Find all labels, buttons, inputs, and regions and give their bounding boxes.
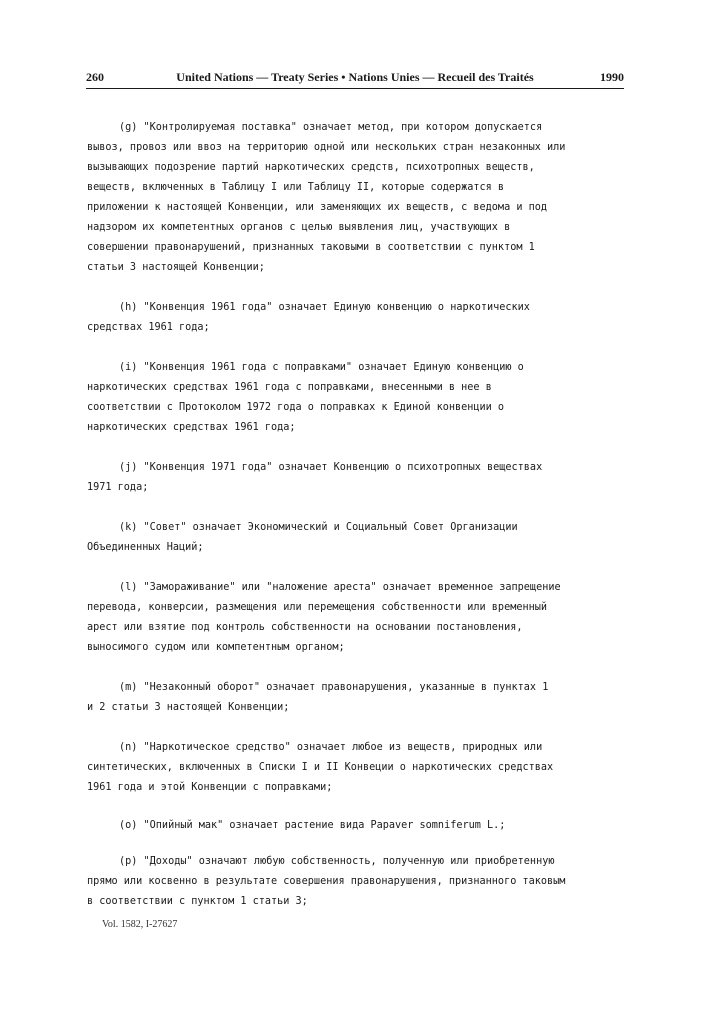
paragraph-h-line: (h) "Конвенция 1961 года" означает Единую конвенцию о наркотических [119, 302, 530, 313]
paragraph-n-line: 1961 года и этой Конвенции с поправками; [87, 782, 333, 793]
paragraph-m-line: (m) "Незаконный оборот" означает правонарушения, указанные в пунктах 1 [119, 682, 549, 693]
paragraph-g-line: (g) "Контролируемая поставка" означает метод, при котором допускается [119, 122, 543, 133]
paragraph-p-line: прямо или косвенно в результате совершения правонарушения, признанного таковым [87, 876, 566, 887]
paragraph-n-line: (n) "Наркотическое средство" означает любое из веществ, природных или [119, 742, 543, 753]
paragraph-g-line: веществ, включенных в Таблицу I или Таблицу II, которые содержатся в [87, 182, 505, 193]
paragraph-j-line: 1971 года; [87, 482, 149, 493]
paragraph-i-line: (i) "Конвенция 1961 года с поправками" означает Единую конвенцию о [119, 362, 524, 373]
paragraph-j-line: (j) "Конвенция 1971 года" означает Конвенцию о психотропных веществах [119, 462, 543, 473]
paragraph-k-line: (k) "Совет" означает Экономический и Социальный Совет Организации [119, 522, 518, 533]
paragraph-g-line: статьи 3 настоящей Конвенции; [87, 262, 265, 273]
paragraph-m-line: и 2 статьи 3 настоящей Конвенции; [87, 702, 290, 713]
paragraph-g-line: надзором их компетентных органов с целью выявления лиц, участвующих в [87, 222, 511, 233]
volume-reference: Vol. 1582, I-27627 [102, 919, 178, 930]
page-number: 260 [86, 70, 104, 84]
paragraph-g-line: вывоз, провоз или ввоз на территорию одной или нескольких стран незаконных или [87, 142, 566, 153]
paragraph-g-line: совершении правонарушений, признанных таковыми в соответствии с пунктом 1 [87, 242, 535, 253]
paragraph-i-line: наркотических средствах 1961 года; [87, 422, 296, 433]
paragraph-l-line: арест или взятие под контроль собственности на основании постановления, [87, 622, 523, 633]
running-title: United Nations — Treaty Series • Nations Unies — Recueil des Traités [176, 70, 534, 84]
paragraph-n-line: синтетических, включенных в Списки I и II Конвеции о наркотических средствах [87, 762, 554, 773]
header-rule [86, 88, 624, 89]
paragraph-l-line: перевода, конверсии, размещения или перемещения собственности или временный [87, 602, 548, 613]
paragraph-i-line: наркотических средствах 1961 года с поправками, внесенными в нее в [87, 382, 492, 393]
paragraph-p-line: в соответствии с пунктом 1 статьи 3; [87, 896, 308, 907]
paragraph-l-line: выносимого судом или компетентным органом; [87, 642, 345, 653]
paragraph-g-line: вызывающих подозрение партий наркотических средств, психотропных веществ, [87, 162, 535, 173]
paragraph-p-line: (p) "Доходы" означают любую собственность, полученную или приобретенную [119, 856, 555, 867]
paragraph-i-line: соответствии с Протоколом 1972 года о поправках к Единой конвенции о [87, 402, 505, 413]
paragraph-l-line: (l) "Замораживание" или "наложение ареста" означает временное запрещение [119, 582, 561, 593]
year: 1990 [600, 70, 624, 84]
paragraph-o-line: (o) "Опийный мак" означает растение вида Papaver somniferum L.; [119, 820, 506, 831]
page-header [86, 66, 624, 88]
paragraph-h-line: средствах 1961 года; [87, 322, 210, 333]
paragraph-g-line: приложении к настоящей Конвенции, или заменяющих их веществ, с ведома и под [87, 202, 548, 213]
paragraph-k-line: Объединенных Наций; [87, 542, 204, 553]
